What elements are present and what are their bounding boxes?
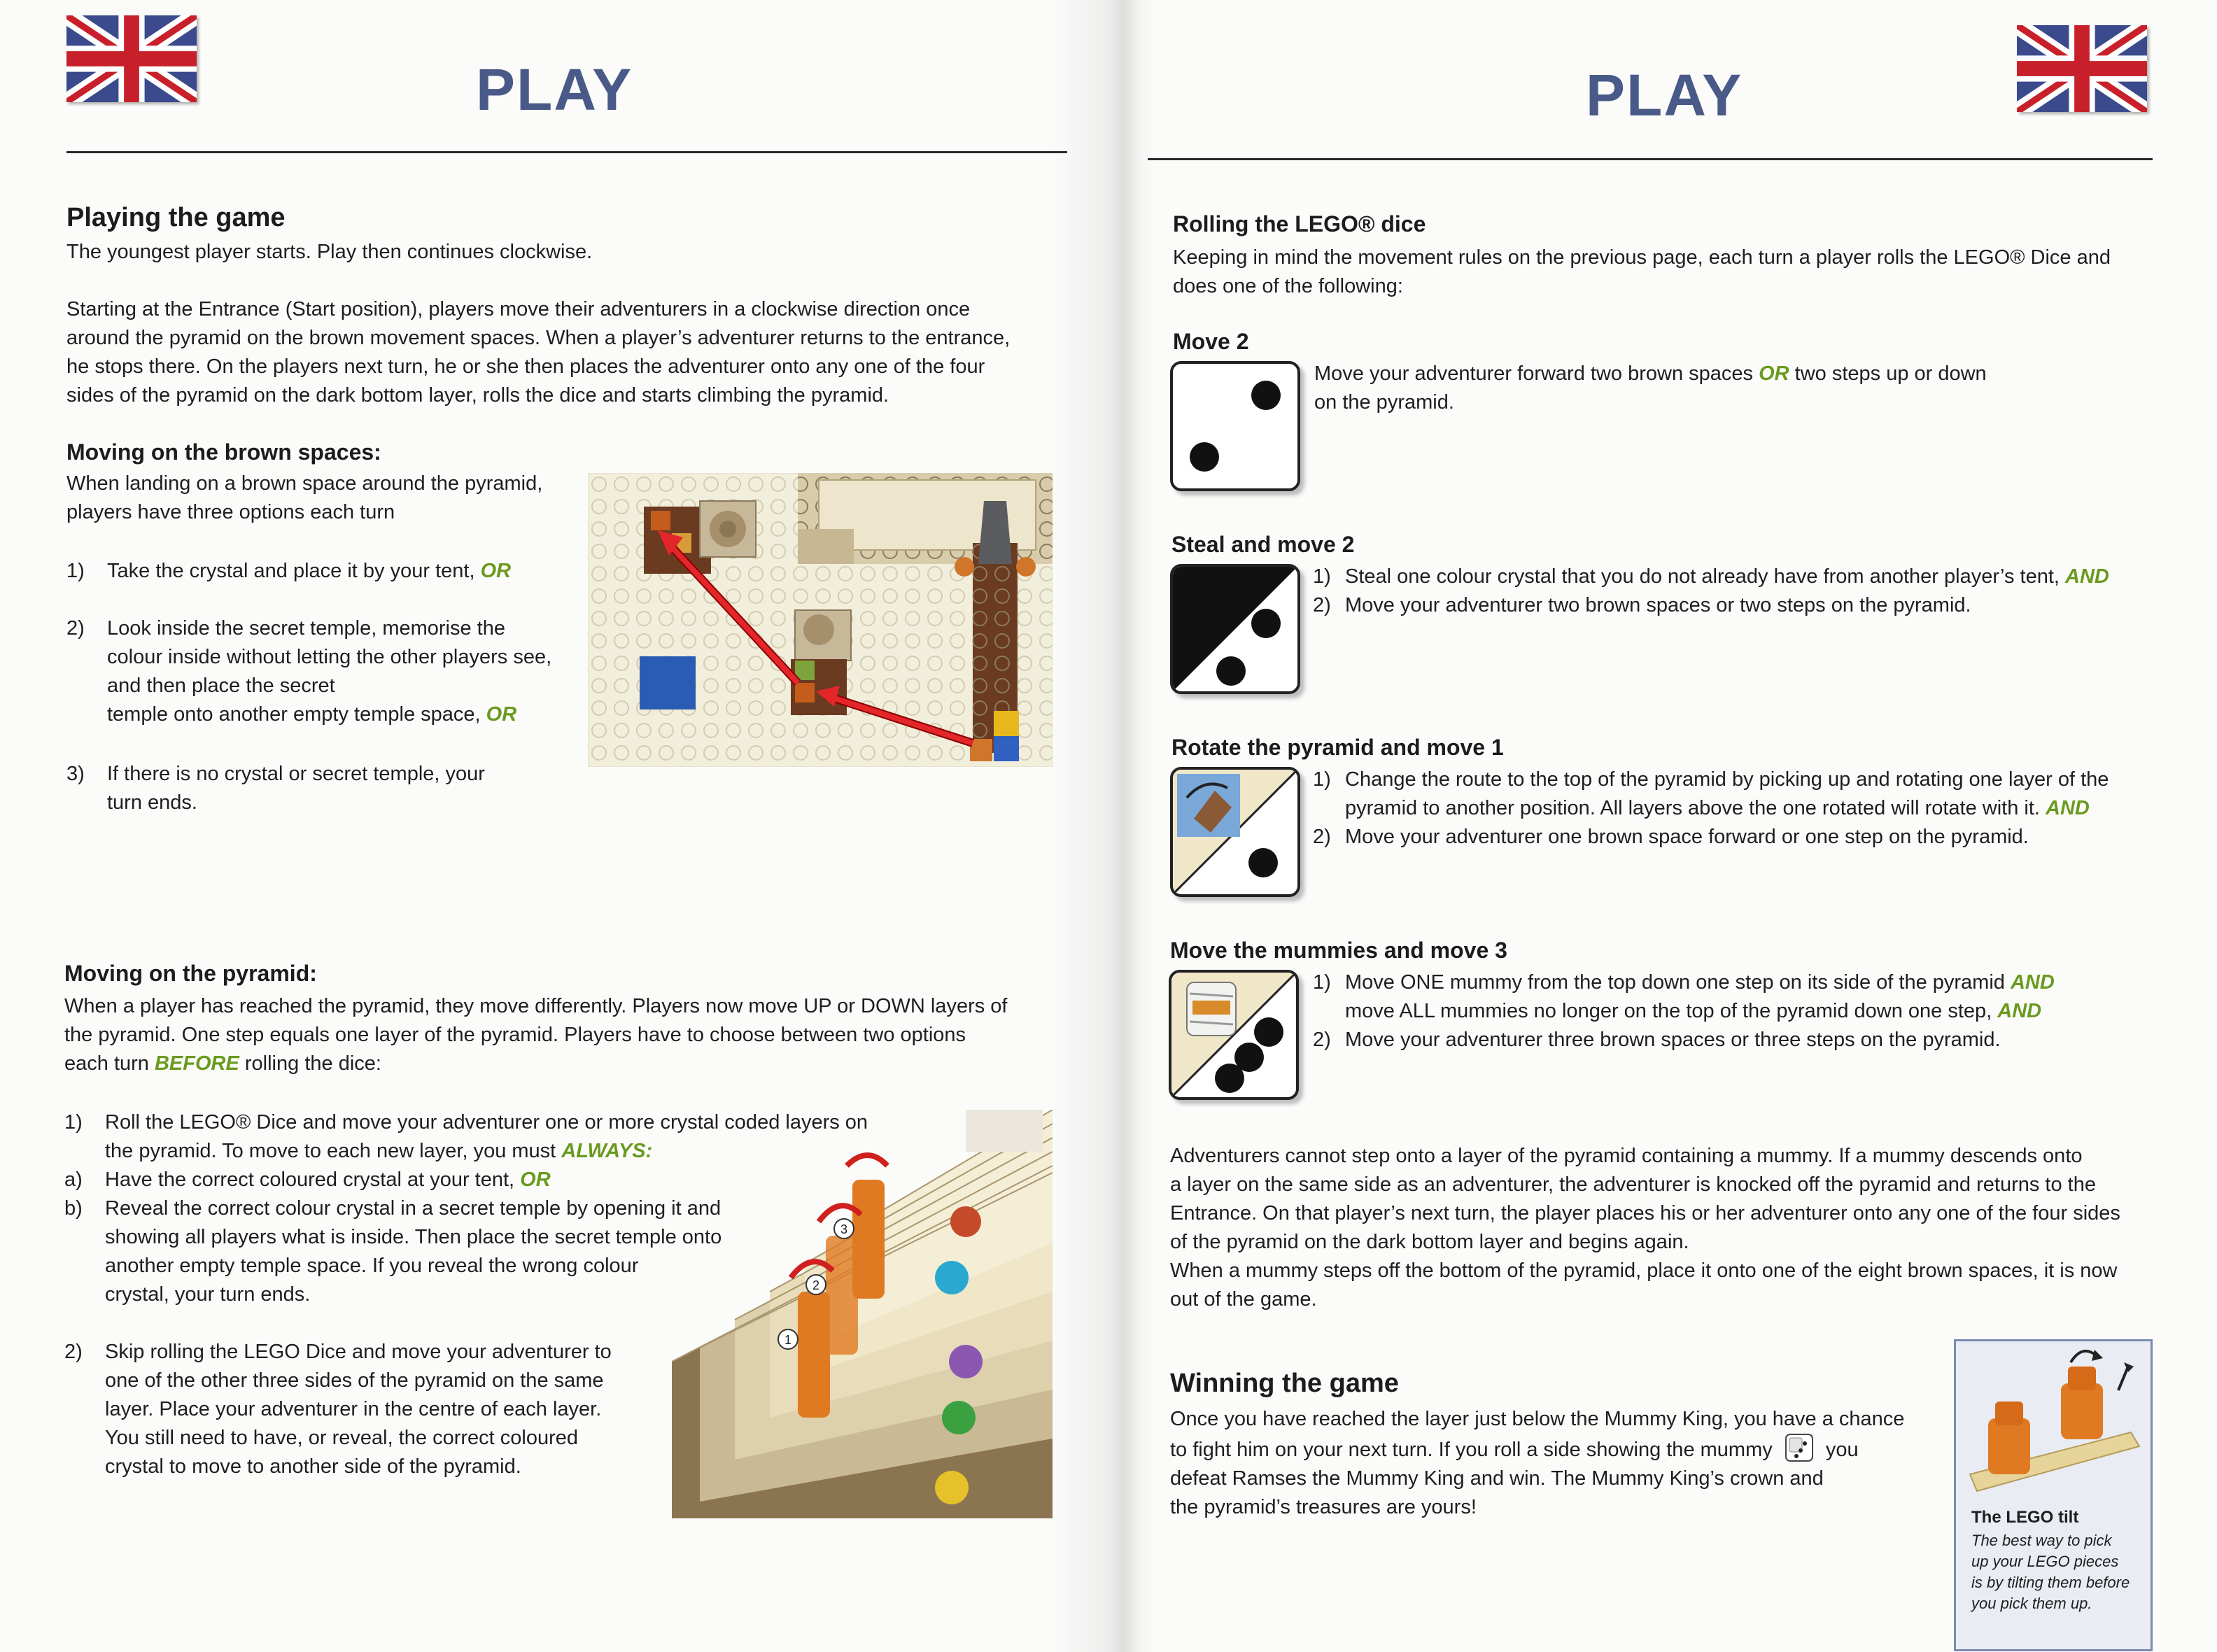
section-heading-rotate: Rotate the pyramid and move 1 bbox=[1171, 735, 1504, 760]
mummies-step-1: 1) Move ONE mummy from the top down one step on its side of the pyramid AND move ALL mummies no longer on the top of the pyramid down one step, AND bbox=[1313, 971, 2055, 1022]
playing-paragraph bbox=[66, 295, 1010, 410]
mummy-icon bbox=[1785, 1434, 1813, 1462]
tip-title: The LEGO tilt bbox=[1971, 1508, 2079, 1527]
title-divider bbox=[1148, 158, 2153, 160]
pyramid-option-2: 2) Skip rolling the LEGO Dice and move your adventurer to one of the other three sides of the pyramid on the same layer. Place your adventurer in the centre of each layer. You still need to have, or reveal, the correct coloured crystal to move to another side of the pyramid. bbox=[64, 1341, 612, 1478]
text-line: does one of the following: bbox=[1173, 275, 1403, 297]
pyramid-illustration bbox=[672, 1110, 1053, 1518]
text-line: Starting at the Entrance (Start position), players move their adventurers in a clockwise direction once bbox=[66, 298, 971, 320]
brown-intro bbox=[66, 470, 542, 527]
step-label: 2 bbox=[812, 1278, 820, 1292]
tip-body: The best way to pick up your LEGO pieces is by tilting them before you pick them up. bbox=[1971, 1532, 2130, 1612]
section-heading-rolling: Rolling the LEGO® dice bbox=[1173, 211, 1426, 236]
rotate-step-1: 1) Change the route to the top of the pyramid by picking up and rotating one layer of the pyramid to another position. All layers above the one rotated will rotate with it. AND bbox=[1313, 768, 2109, 819]
title-divider bbox=[66, 151, 1067, 153]
step-label: 3 bbox=[840, 1222, 848, 1236]
section-heading-pyramid: Moving on the pyramid: bbox=[64, 961, 317, 986]
pyramid-option-1: 1) Roll the LEGO® Dice and move your adventurer one or more crystal coded layers on the pyramid. To move to each new layer, you must ALWAYS: bbox=[64, 1111, 868, 1162]
rolling-intro bbox=[1173, 243, 2111, 301]
section-heading-mummies: Move the mummies and move 3 bbox=[1170, 938, 1507, 963]
move2-text: Move your adventurer forward two brown spaces OR two steps up or down on the pyramid. bbox=[1314, 362, 1987, 414]
text-line: When landing on a brown space around the pyramid, bbox=[66, 472, 543, 495]
right-page: PLAY Rolling the LEGO® dice Keeping in mind the movement rules on the previous page, each turn a player rolls the LEGO® Dice and does one of the following: Move 2 Move your adventurer forward two brown spaces OR two steps up or down on the pyramid. Steal and move 2 1) Steal one colour crystal that you do not already have from another player’s tent, AND 2) Move your adventurer two brown spaces or two steps on the pyramid. Rotate the pyramid and move 1 1) Change the route to the top of the pyramid by picking up and rotating one layer of the pyramid to another position. All layers above the one rotated will rotate with it. AND 2) Move your adventurer one brown space forward or one step on the pyramid. Move the mummies and move 3 1) Move ONE mummy from the top down one step on its side of the pyramid AND move ALL mummies no longer on the top of the pyramid down one step, AND 2) Move your adventurer three brown spaces or three steps on the pyramid. Adventurers cannot step onto a layer of the pyramid containing a mummy. If a mummy descends onto a layer on the same side as an adventurer, the adventurer is knocked off the pyramid and returns to the Entrance. On that player’s next turn, the player places his or her adventurer onto any one of the four sides of the pyramid on the dark bottom layer and begins again. When a mummy steps off the bottom of the pyramid, place it onto one of the eight brown spaces, it is now out of the game. Winning the game Once you have reached the layer just below the Mummy King, you have a chance to fight him on your next turn. If you roll a side showing the mummy you defeat Ramses the Mummy King and win. The Mummy King’s crown and the pyramid’s treasures are yours! The LEGO tilt The best way to pick up your LEGO pieces is by tilting them before you pick them up. bbox=[1092, 0, 2217, 1652]
left-page: PLAY Playing the game The youngest player starts. Play then continues clockwise. Starting at the Entrance (Start position), players move their adventurers in a clockwise direction once around the pyramid on the brown movement spaces. When a player’s adventurer returns to the entrance, he stops there. On the players next turn, he or she then places the adventurer onto any one of the four sides of the pyramid on the dark bottom layer, rolls the dice and starts climbing the pyramid. Moving on the brown spaces: When landing on a brown space around the pyramid, players have three options each turn 1) Take the crystal and place it by your tent, OR 2) Look inside the secret temple, memorise the colour inside without letting the other players see, and then place the secret temple onto another empty temple space, OR 3) If there is no crystal or secret temple, your turn ends. Moving on the pyramid: When a player has reached the pyramid, they move differently. Players now move UP or DOWN layers of the pyramid. One step equals one layer of the pyramid. Players have to choose between two options each turn BEFORE rolling the dice: 1) Roll the LEGO® Dice and move your adventurer one or more crystal coded layers on the pyramid. To move to each new layer, you must ALWAYS: a) Have the correct coloured crystal at your tent, OR b) Reveal the correct colour crystal in a secret temple by opening it and showing all players what is inside. Then place the secret temple onto another empty temple space. If you reveal the wrong colour crystal, your turn ends. 2) Skip rolling the LEGO Dice and move your adventurer to one of the other three sides of the pyramid on the same layer. Place your adventurer in the centre of each layer. You still need to have, or reveal, the correct coloured crystal to move to another side of the pyramid. 1 2 3 bbox=[0, 0, 1092, 1652]
text-line: out of the game. bbox=[1170, 1288, 1317, 1311]
text-line: of the pyramid on the dark bottom layer and begins again. bbox=[1170, 1231, 1689, 1253]
text-line: Adventurers cannot step onto a layer of the pyramid containing a mummy. If a mummy descends onto bbox=[1170, 1145, 2083, 1167]
die-mummy-icon bbox=[1169, 970, 1299, 1100]
section-heading-steal: Steal and move 2 bbox=[1171, 532, 1355, 557]
die-rotate-icon bbox=[1170, 767, 1300, 897]
text-line: sides of the pyramid on the dark bottom layer, rolls the dice and starts climbing the pyramid. bbox=[66, 384, 889, 407]
brown-option-2: 2) Look inside the secret temple, memorise the colour inside without letting the other players see, and then place the secret temple onto another empty temple space, OR bbox=[66, 617, 552, 726]
section-heading-move2: Move 2 bbox=[1173, 329, 1249, 354]
brown-option-3: 3) If there is no crystal or secret temple, your turn ends. bbox=[66, 763, 485, 814]
text-line: Entrance. On that player’s next turn, the player places his or her adventurer onto any one of the four sides bbox=[1170, 1202, 2120, 1224]
tilt-illustration bbox=[1956, 1341, 2151, 1509]
playing-intro: The youngest player starts. Play then continues clockwise. bbox=[66, 241, 593, 263]
text-line: Keeping in mind the movement rules on the previous page, each turn a player rolls the LEGO® Dice and bbox=[1173, 246, 2111, 269]
board-illustration bbox=[588, 473, 1053, 767]
text-line: each turn BEFORE rolling the dice: bbox=[64, 1052, 381, 1075]
section-heading-brown: Moving on the brown spaces: bbox=[66, 439, 381, 465]
text-line: around the pyramid on the brown movement spaces. When a player’s adventurer returns to the entrance, bbox=[66, 327, 1011, 349]
page-title: PLAY bbox=[1586, 62, 1743, 128]
lego-tilt-tip bbox=[1954, 1339, 2153, 1651]
union-jack-flag-icon bbox=[66, 15, 197, 102]
step-label: 1 bbox=[784, 1333, 792, 1347]
die-steal-icon bbox=[1170, 564, 1300, 694]
text-line: the pyramid. One step equals one layer of the pyramid. Players have to choose between two options bbox=[64, 1024, 966, 1046]
text-line: players have three options each turn bbox=[66, 501, 395, 523]
die-two-icon bbox=[1170, 361, 1300, 491]
text-line: a layer on the same side as an adventurer, the adventurer is knocked off the pyramid and returns to the bbox=[1170, 1173, 2096, 1196]
text-line: When a mummy steps off the bottom of the pyramid, place it onto one of the eight brown spaces, it is now bbox=[1170, 1259, 2118, 1282]
pyramid-option-b: b) Reveal the correct colour crystal in a secret temple by opening it and showing all players what is inside. Then place the secret temple onto another empty temple space. If you reveal the wrong colour crystal, your turn ends. bbox=[64, 1197, 722, 1306]
section-heading-winning: Winning the game bbox=[1170, 1369, 1399, 1398]
text-line: When a player has reached the pyramid, they move differently. Players now move UP or DOWN layers of bbox=[64, 995, 1008, 1017]
pyramid-intro bbox=[64, 992, 1007, 1078]
page-title: PLAY bbox=[476, 57, 633, 122]
union-jack-flag-icon bbox=[2017, 25, 2147, 112]
text-line: he stops there. On the players next turn, he or she then places the adventurer onto any one of the four bbox=[66, 355, 985, 378]
adventurers-paragraph bbox=[1170, 1142, 2120, 1314]
section-heading-playing: Playing the game bbox=[66, 203, 286, 232]
winning-paragraph: Once you have reached the layer just below the Mummy King, you have a chance to fight him on your next turn. If you roll a side showing the mummy you defeat Ramses the Mummy King and win. The Mummy King’s crown and the pyramid’s treasures are yours! bbox=[1170, 1408, 1905, 1518]
